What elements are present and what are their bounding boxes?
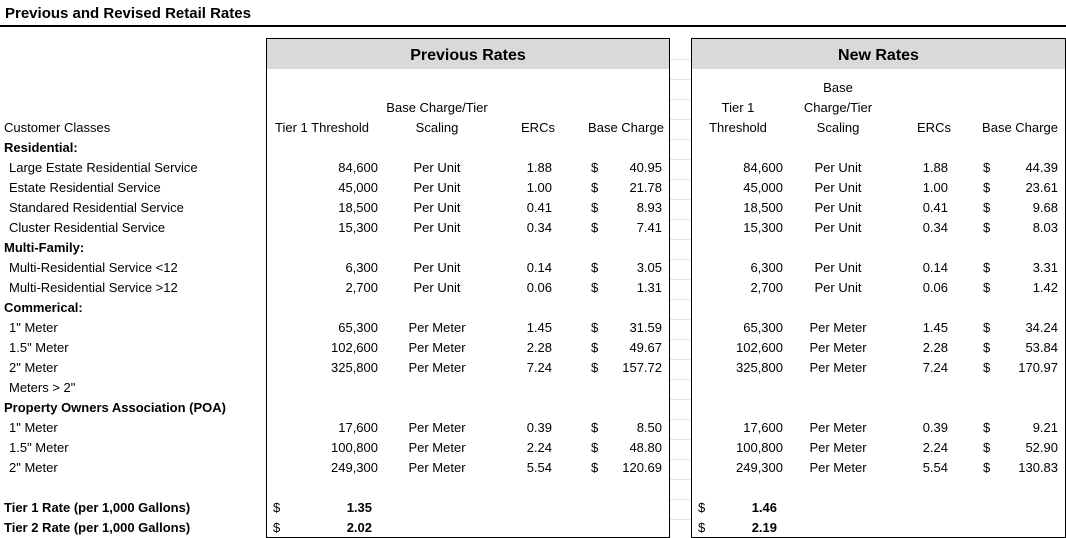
new-scaling-cell: Per Meter xyxy=(809,360,867,375)
new-scaling-cell: Per Unit xyxy=(814,260,862,275)
prev-tier-rate-value: 1.35 xyxy=(346,500,372,515)
prev-ercs-cell: 2.24 xyxy=(526,440,552,455)
prev-scaling-cell: Per Unit xyxy=(413,180,461,195)
prev-threshold-cell: 45,000 xyxy=(338,180,378,195)
new-scaling-cell: Per Meter xyxy=(809,460,867,475)
prev-currency-symbol: $ xyxy=(591,220,599,235)
prev-currency-symbol: $ xyxy=(591,360,599,375)
prev-base-charge-cell: 21.78 xyxy=(629,180,662,195)
new-threshold-header-l2: Threshold xyxy=(709,120,767,135)
prev-threshold-cell: 84,600 xyxy=(338,160,378,175)
new-threshold-cell: 102,600 xyxy=(736,340,783,355)
new-base-charge-cell: 53.84 xyxy=(1025,340,1058,355)
new-basecharge-tier-header-l1: Base xyxy=(823,80,853,95)
row-label: 2" Meter xyxy=(9,460,58,475)
new-currency-symbol: $ xyxy=(983,460,991,475)
new-currency-symbol: $ xyxy=(983,260,991,275)
group-label: Property Owners Association (POA) xyxy=(4,400,227,415)
prev-ercs-cell: 0.34 xyxy=(526,220,552,235)
prev-currency-symbol: $ xyxy=(591,160,599,175)
new-scaling-cell: Per Meter xyxy=(809,320,867,335)
prev-ercs-cell: 1.45 xyxy=(526,320,552,335)
prev-threshold-cell: 6,300 xyxy=(345,260,378,275)
prev-ercs-cell: 0.14 xyxy=(526,260,552,275)
new-tier-currency-symbol: $ xyxy=(698,520,706,535)
new-ercs-cell: 0.41 xyxy=(922,200,948,215)
new-ercs-cell: 1.88 xyxy=(922,160,948,175)
prev-currency-symbol: $ xyxy=(591,440,599,455)
row-label: Multi-Residential Service >12 xyxy=(9,280,178,295)
previous-rates-header: Previous Rates xyxy=(267,39,669,69)
prev-ercs-cell: 7.24 xyxy=(526,360,552,375)
new-scaling-cell: Per Unit xyxy=(814,220,862,235)
prev-currency-symbol: $ xyxy=(591,180,599,195)
new-base-charge-cell: 9.21 xyxy=(1032,420,1058,435)
prev-ercs-cell: 0.06 xyxy=(526,280,552,295)
new-scaling-cell: Per Meter xyxy=(809,340,867,355)
new-threshold-cell: 249,300 xyxy=(736,460,783,475)
prev-scaling-cell: Per Unit xyxy=(413,260,461,275)
prev-base-charge-cell: 40.95 xyxy=(629,160,662,175)
prev-base-charge-header: Base Charge xyxy=(588,120,664,135)
prev-ercs-cell: 1.00 xyxy=(526,180,552,195)
prev-threshold-cell: 15,300 xyxy=(338,220,378,235)
new-ercs-cell: 0.39 xyxy=(922,420,948,435)
new-scaling-cell: Per Meter xyxy=(809,440,867,455)
new-ercs-cell: 1.45 xyxy=(922,320,948,335)
prev-threshold-cell: 2,700 xyxy=(345,280,378,295)
prev-basecharge-tier-header-l1: Base Charge/Tier xyxy=(386,100,488,115)
new-currency-symbol: $ xyxy=(983,180,991,195)
row-label: Standared Residential Service xyxy=(9,200,184,215)
new-threshold-header-l1: Tier 1 xyxy=(721,100,755,115)
new-scaling-cell: Per Meter xyxy=(809,420,867,435)
new-tier-currency-symbol: $ xyxy=(698,500,706,515)
prev-base-charge-cell: 49.67 xyxy=(629,340,662,355)
new-threshold-cell: 65,300 xyxy=(743,320,783,335)
new-base-charge-cell: 9.68 xyxy=(1032,200,1058,215)
new-threshold-cell: 45,000 xyxy=(743,180,783,195)
new-ercs-header: ERCs xyxy=(917,120,951,135)
new-threshold-cell: 325,800 xyxy=(736,360,783,375)
prev-tier-currency-symbol: $ xyxy=(273,520,281,535)
new-rates-header: New Rates xyxy=(692,39,1065,69)
prev-threshold-cell: 325,800 xyxy=(331,360,378,375)
new-base-charge-cell: 23.61 xyxy=(1025,180,1058,195)
prev-threshold-header: Tier 1 Threshold xyxy=(275,120,369,135)
row-label: 2" Meter xyxy=(9,360,58,375)
new-currency-symbol: $ xyxy=(983,220,991,235)
prev-ercs-header: ERCs xyxy=(521,120,555,135)
row-label: Estate Residential Service xyxy=(9,180,161,195)
page-title: Previous and Revised Retail Rates xyxy=(5,5,251,22)
new-ercs-cell: 0.34 xyxy=(922,220,948,235)
new-currency-symbol: $ xyxy=(983,440,991,455)
new-scaling-cell: Per Unit xyxy=(814,160,862,175)
prev-scaling-cell: Per Meter xyxy=(408,440,466,455)
new-threshold-cell: 100,800 xyxy=(736,440,783,455)
prev-currency-symbol: $ xyxy=(591,340,599,355)
new-ercs-cell: 5.54 xyxy=(922,460,948,475)
new-ercs-cell: 2.24 xyxy=(922,440,948,455)
prev-threshold-cell: 249,300 xyxy=(331,460,378,475)
prev-tier-currency-symbol: $ xyxy=(273,500,281,515)
new-base-charge-cell: 44.39 xyxy=(1025,160,1058,175)
new-base-charge-cell: 8.03 xyxy=(1032,220,1058,235)
new-currency-symbol: $ xyxy=(983,280,991,295)
new-base-charge-cell: 130.83 xyxy=(1018,460,1058,475)
new-base-charge-header: Base Charge xyxy=(982,120,1058,135)
prev-base-charge-cell: 31.59 xyxy=(629,320,662,335)
new-threshold-cell: 17,600 xyxy=(743,420,783,435)
new-ercs-cell: 0.14 xyxy=(922,260,948,275)
new-currency-symbol: $ xyxy=(983,320,991,335)
title-underline xyxy=(0,25,1066,27)
row-label: Meters > 2" xyxy=(9,380,76,395)
prev-ercs-cell: 0.39 xyxy=(526,420,552,435)
prev-currency-symbol: $ xyxy=(591,420,599,435)
group-label: Multi-Family: xyxy=(4,240,85,255)
prev-tier-rate-value: 2.02 xyxy=(346,520,372,535)
prev-base-charge-cell: 7.41 xyxy=(636,220,662,235)
new-tier-rate-value: 2.19 xyxy=(751,520,777,535)
row-label: Cluster Residential Service xyxy=(9,220,166,235)
prev-base-charge-cell: 8.50 xyxy=(636,420,662,435)
new-ercs-cell: 7.24 xyxy=(922,360,948,375)
prev-threshold-cell: 17,600 xyxy=(338,420,378,435)
new-scaling-cell: Per Unit xyxy=(814,280,862,295)
prev-currency-symbol: $ xyxy=(591,460,599,475)
prev-ercs-cell: 5.54 xyxy=(526,460,552,475)
prev-scaling-cell: Per Meter xyxy=(408,420,466,435)
prev-base-charge-cell: 1.31 xyxy=(636,280,662,295)
group-label: Commerical: xyxy=(4,300,83,315)
row-label: 1.5" Meter xyxy=(9,340,69,355)
spacer-gridlines xyxy=(669,40,691,538)
new-threshold-cell: 15,300 xyxy=(743,220,783,235)
prev-scaling-cell: Per Meter xyxy=(408,340,466,355)
new-base-charge-cell: 34.24 xyxy=(1025,320,1058,335)
prev-scaling-cell: Per Meter xyxy=(408,360,466,375)
prev-threshold-cell: 65,300 xyxy=(338,320,378,335)
prev-scaling-cell: Per Unit xyxy=(413,220,461,235)
new-tier-rate-value: 1.46 xyxy=(751,500,777,515)
new-basecharge-tier-header-l3: Scaling xyxy=(816,120,860,135)
prev-base-charge-cell: 8.93 xyxy=(636,200,662,215)
prev-threshold-cell: 18,500 xyxy=(338,200,378,215)
prev-ercs-cell: 1.88 xyxy=(526,160,552,175)
new-currency-symbol: $ xyxy=(983,200,991,215)
prev-threshold-cell: 102,600 xyxy=(331,340,378,355)
new-threshold-cell: 2,700 xyxy=(750,280,783,295)
new-threshold-cell: 18,500 xyxy=(743,200,783,215)
customer-classes-header: Customer Classes xyxy=(4,120,111,135)
new-currency-symbol: $ xyxy=(983,340,991,355)
new-basecharge-tier-header-l2: Charge/Tier xyxy=(803,100,873,115)
prev-base-charge-cell: 48.80 xyxy=(629,440,662,455)
prev-ercs-cell: 0.41 xyxy=(526,200,552,215)
prev-currency-symbol: $ xyxy=(591,280,599,295)
prev-currency-symbol: $ xyxy=(591,320,599,335)
prev-currency-symbol: $ xyxy=(591,260,599,275)
new-currency-symbol: $ xyxy=(983,360,991,375)
prev-base-charge-cell: 3.05 xyxy=(636,260,662,275)
row-label: 1" Meter xyxy=(9,420,58,435)
new-currency-symbol: $ xyxy=(983,420,991,435)
new-scaling-cell: Per Unit xyxy=(814,200,862,215)
new-ercs-cell: 0.06 xyxy=(922,280,948,295)
prev-base-charge-cell: 120.69 xyxy=(622,460,662,475)
prev-scaling-cell: Per Unit xyxy=(413,280,461,295)
new-threshold-cell: 84,600 xyxy=(743,160,783,175)
new-base-charge-cell: 170.97 xyxy=(1018,360,1058,375)
row-label: Multi-Residential Service <12 xyxy=(9,260,178,275)
row-label: 1" Meter xyxy=(9,320,58,335)
prev-scaling-cell: Per Meter xyxy=(408,320,466,335)
prev-scaling-cell: Per Meter xyxy=(408,460,466,475)
new-base-charge-cell: 52.90 xyxy=(1025,440,1058,455)
new-base-charge-cell: 1.42 xyxy=(1032,280,1058,295)
new-threshold-cell: 6,300 xyxy=(750,260,783,275)
new-base-charge-cell: 3.31 xyxy=(1032,260,1058,275)
prev-currency-symbol: $ xyxy=(591,200,599,215)
prev-scaling-cell: Per Unit xyxy=(413,200,461,215)
tier-rate-label: Tier 2 Rate (per 1,000 Gallons) xyxy=(4,520,191,535)
prev-scaling-cell: Per Unit xyxy=(413,160,461,175)
new-currency-symbol: $ xyxy=(983,160,991,175)
prev-base-charge-cell: 157.72 xyxy=(622,360,662,375)
new-scaling-cell: Per Unit xyxy=(814,180,862,195)
tier-rate-label: Tier 1 Rate (per 1,000 Gallons) xyxy=(4,500,191,515)
row-label: 1.5" Meter xyxy=(9,440,69,455)
row-label: Large Estate Residential Service xyxy=(9,160,198,175)
prev-basecharge-tier-header-l2: Scaling xyxy=(415,120,459,135)
prev-ercs-cell: 2.28 xyxy=(526,340,552,355)
new-ercs-cell: 2.28 xyxy=(922,340,948,355)
group-label: Residential: xyxy=(4,140,78,155)
prev-threshold-cell: 100,800 xyxy=(331,440,378,455)
new-ercs-cell: 1.00 xyxy=(922,180,948,195)
